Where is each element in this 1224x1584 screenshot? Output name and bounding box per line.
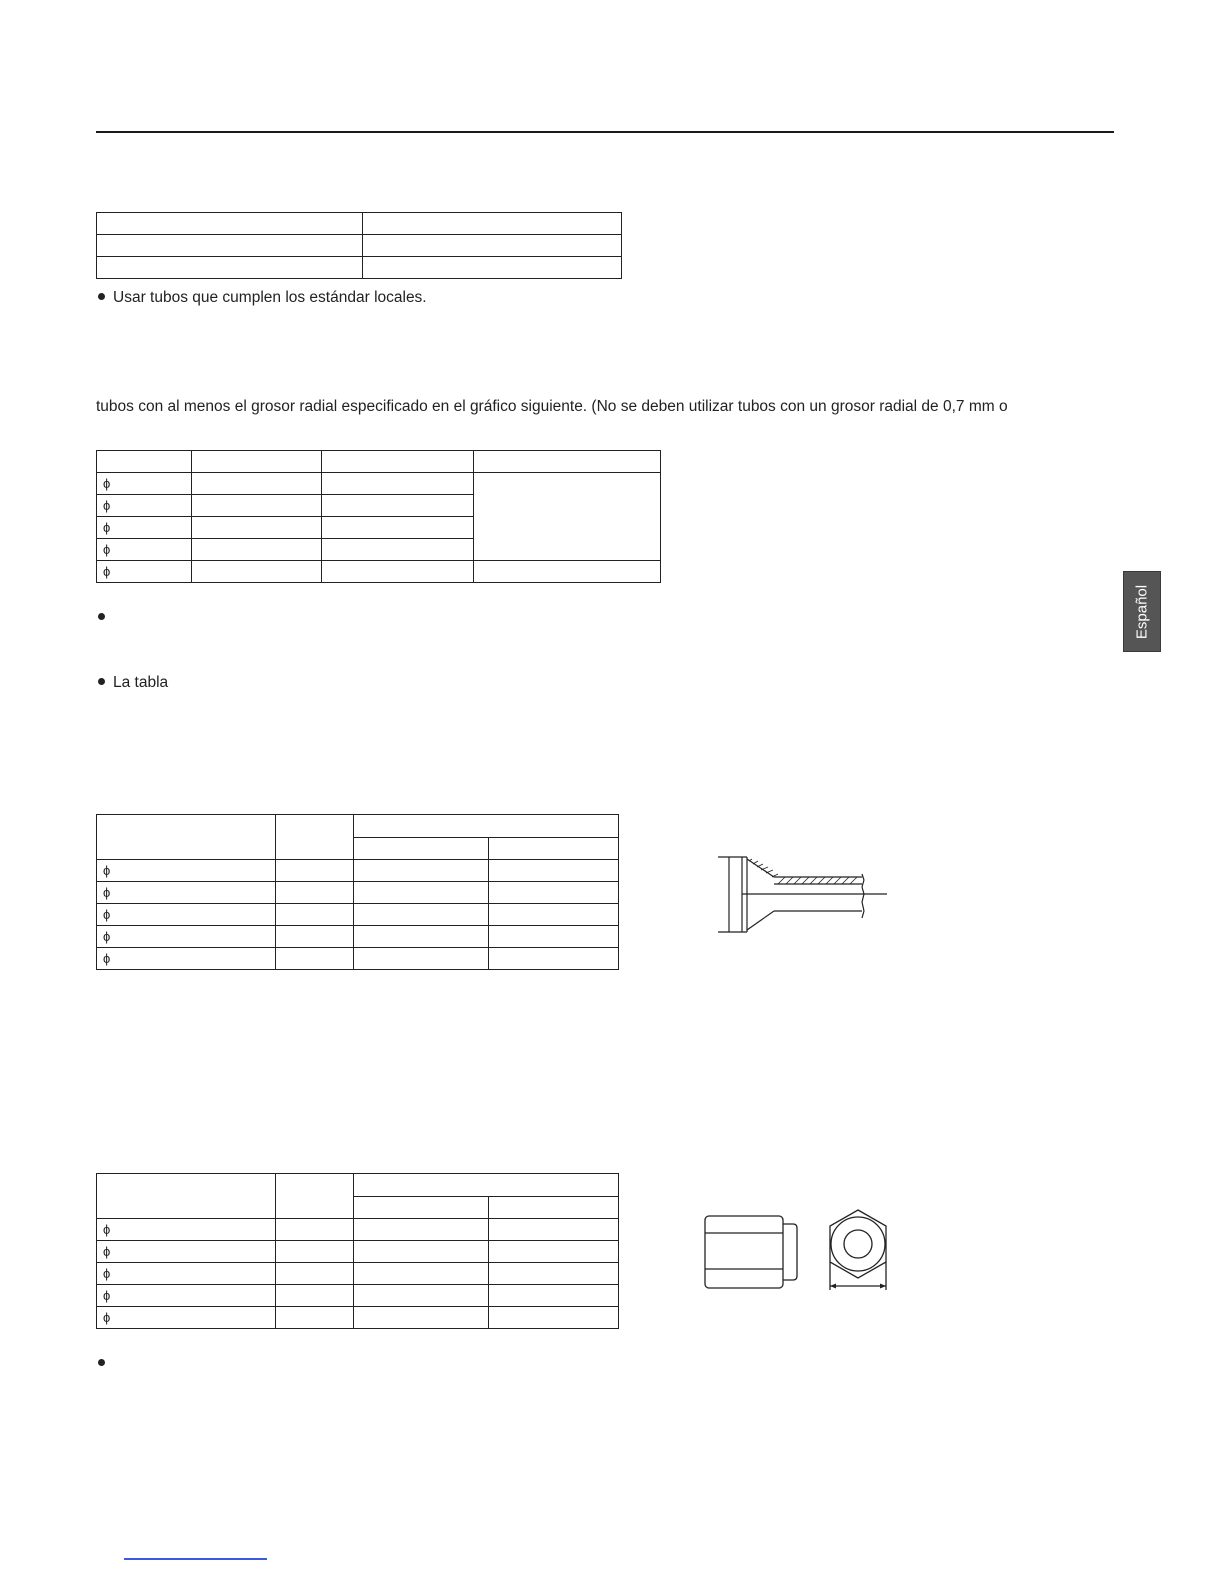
bullet-icon — [98, 613, 105, 620]
table-row — [97, 1241, 619, 1263]
table-row — [97, 1263, 619, 1285]
table-row — [97, 1174, 619, 1197]
tube-thickness-table — [96, 450, 661, 583]
table-row — [97, 1307, 619, 1329]
table-row — [97, 904, 619, 926]
diameter-symbol: ϕ — [103, 498, 111, 513]
diameter-symbol: ϕ — [103, 863, 111, 878]
header-rule — [96, 131, 1114, 133]
diameter-symbol: ϕ — [103, 1266, 111, 1281]
bullet-icon — [98, 1359, 105, 1366]
language-tab[interactable] — [1123, 571, 1161, 652]
thickness-paragraph: tubos con al menos el grosor radial especificado en el gráfico siguiente. (No se deben utilizar tubos con un grosor radial de 0,7 mm o — [96, 398, 1008, 415]
tube-standard-note: Usar tubos que cumplen los estándar locales. — [98, 289, 427, 307]
table-row — [97, 948, 619, 970]
bullet-note-empty — [98, 1355, 113, 1373]
bullet-icon — [98, 678, 105, 685]
table-row — [97, 815, 619, 838]
table-row — [97, 1285, 619, 1307]
diameter-symbol: ϕ — [103, 520, 111, 535]
table-row — [97, 882, 619, 904]
table-row — [97, 473, 661, 495]
footer-link-underline — [124, 1558, 267, 1560]
flare-nut-side-view — [700, 1210, 805, 1295]
diameter-symbol: ϕ — [103, 1244, 111, 1259]
tube-material-table — [96, 212, 622, 279]
table-row — [97, 451, 661, 473]
flare-diagram — [712, 850, 902, 940]
diameter-symbol: ϕ — [103, 885, 111, 900]
diameter-symbol: ϕ — [103, 476, 111, 491]
diameter-symbol: ϕ — [103, 1288, 111, 1303]
flare-dimension-table — [96, 814, 619, 970]
flare-nut-front-view — [822, 1206, 894, 1294]
table-row — [97, 860, 619, 882]
table-row — [97, 213, 622, 235]
table-row — [97, 561, 661, 583]
diameter-symbol: ϕ — [103, 907, 111, 922]
table-row — [97, 926, 619, 948]
diameter-symbol: ϕ — [103, 1310, 111, 1325]
diameter-symbol: ϕ — [103, 542, 111, 557]
table-row — [97, 235, 622, 257]
table-note: La tabla — [98, 674, 168, 692]
bullet-note-empty — [98, 609, 113, 627]
bullet-icon — [98, 293, 105, 300]
diameter-symbol: ϕ — [103, 1222, 111, 1237]
table-row — [97, 257, 622, 279]
diameter-symbol: ϕ — [103, 951, 111, 966]
diameter-symbol: ϕ — [103, 929, 111, 944]
flare-nut-table — [96, 1173, 619, 1329]
diameter-symbol: ϕ — [103, 564, 111, 579]
table-row — [97, 1219, 619, 1241]
language-tab-label: Español — [1133, 584, 1151, 639]
